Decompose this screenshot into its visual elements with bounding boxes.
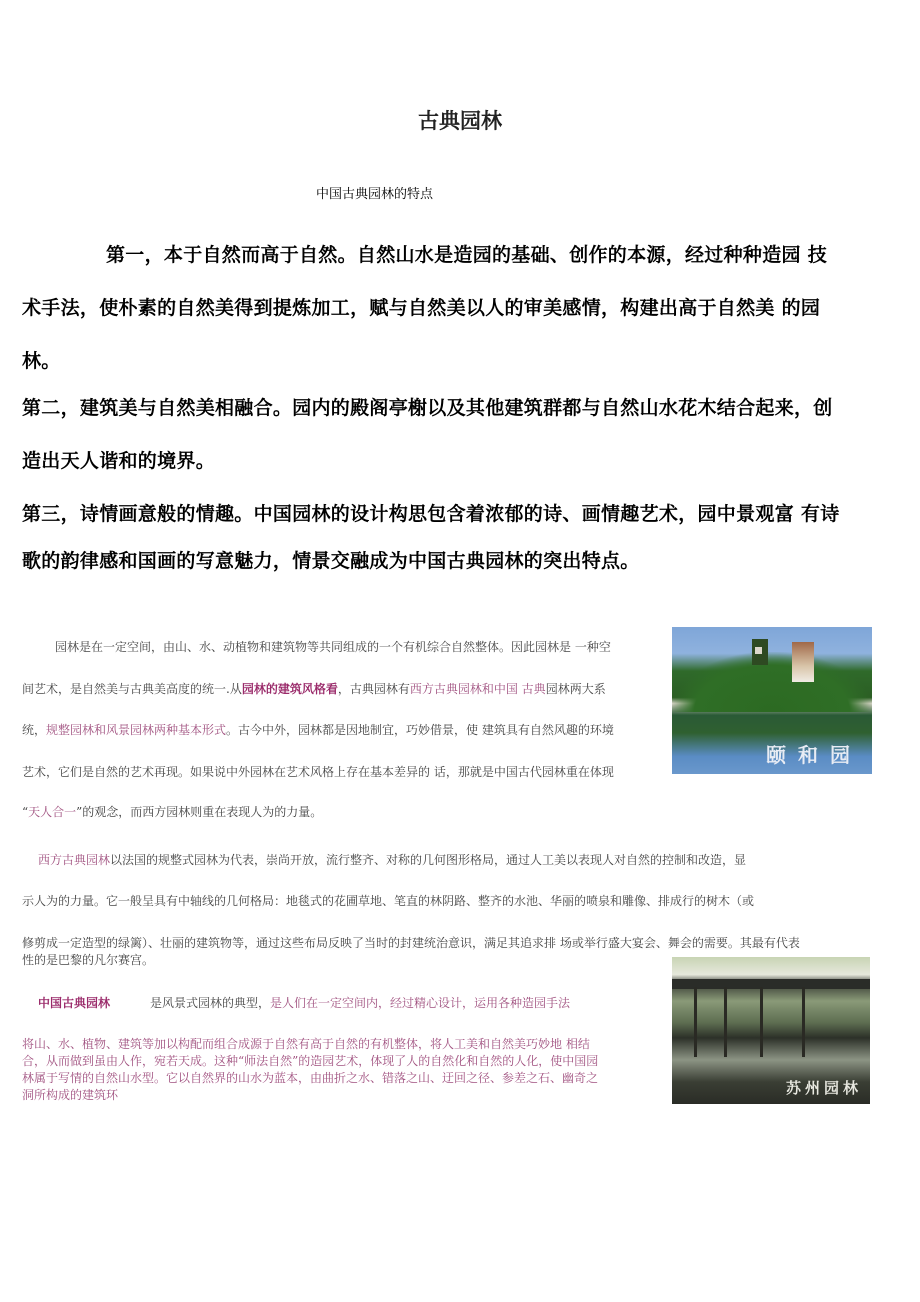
chinese-line-2: 将山、水、植物、建筑等加以构配而组合成源于自然有高于自然的有机整体，将人工美和自然美巧妙地 相结 bbox=[22, 1037, 590, 1051]
highlight-two-forms: 规整园林和风景园林两种基本形式 bbox=[46, 723, 227, 737]
pillar-shape bbox=[724, 987, 727, 1057]
intro-line-2 bbox=[22, 680, 606, 697]
text-line: 歌的韵律感和国画的写意魅力，情景交融成为中国古典园林的突出特点。 bbox=[22, 550, 640, 572]
text-line: 第一，本于自然而高于自然。自然山水是造园的基础、创作的本源，经过种种造园 技 bbox=[106, 244, 828, 266]
feature-paragraph-1 bbox=[22, 237, 892, 396]
intro-line-4: 艺术，它们是自然的艺术再现。如果说中外园林在艺术风格上存在基本差异的 话，那就是中国古代园林重在体现 bbox=[22, 765, 614, 779]
intro-line-1: 园林是在一定空间，由山、水、动植物和建筑物等共同组成的一个有机综合自然整体。因此园林是 一种空 bbox=[55, 640, 611, 654]
pillar-shape bbox=[694, 987, 697, 1057]
building-shape bbox=[752, 639, 768, 665]
intro-line-3 bbox=[22, 721, 614, 738]
pagoda-shape bbox=[792, 642, 814, 682]
image-caption: 苏州园林 bbox=[785, 1079, 862, 1097]
text-span: “ bbox=[22, 805, 29, 819]
text-span: 以法国的规整式园林为代表，崇尚开放，流行整齐、对称的几何图形格局，通过人工美以表现人对自然的控制和改造，显 bbox=[110, 853, 747, 867]
summer-palace-image bbox=[672, 627, 872, 774]
text-span: 间艺术，是自然美与古典美高度的统一.从 bbox=[22, 682, 242, 696]
text-span: 统， bbox=[22, 723, 47, 737]
hill-shape bbox=[672, 652, 872, 712]
chinese-line-4: 林属于写情的自然山水型。它以自然界的山水为蓝本，由曲折之水、错落之山、迂回之径、参差之石、幽奇之 bbox=[22, 1071, 599, 1085]
document-title: 古典园林 bbox=[418, 109, 502, 133]
text-span: 是风景式园林的典型， bbox=[150, 996, 271, 1010]
text-line: 第三，诗情画意般的情趣。中国园林的设计构思包含着浓郁的诗、画情趣艺术，园中景观富 有诗 bbox=[22, 503, 840, 525]
text-span: 。古今中外，园林都是因地制宜，巧妙借景，使 建筑具有自然风趣的环境 bbox=[226, 723, 614, 737]
feature-paragraph-2 bbox=[22, 390, 892, 596]
text-line: 术手法，使朴素的自然美得到提炼加工，赋与自然美以人的审美感情，构建出高于自然美 的园 bbox=[22, 297, 821, 319]
text-span: ”的观念，而西方园林则重在表现人为的力量。 bbox=[76, 805, 323, 819]
highlight-chinese-garden: 中国古典园林 bbox=[38, 996, 111, 1010]
western-line-3: 修剪成一定造型的绿篱）、壮丽的建筑物等，通过这些布局反映了当时的封建统治意识，满足其追求排 场或举行盛大宴会、舞会的需要。其最有代表 bbox=[22, 936, 800, 950]
highlight-design-text: 是人们在一定空间内，经过精心设计，运用各种造园手法 bbox=[270, 996, 571, 1010]
pillar-shape bbox=[802, 987, 805, 1057]
image-caption: 颐和园 bbox=[766, 743, 862, 767]
highlight-architecture-style: 园林的建筑风格看 bbox=[241, 682, 338, 696]
western-line-1 bbox=[38, 851, 746, 868]
text-line: 造出天人谐和的境界。 bbox=[22, 450, 216, 472]
pillar-shape bbox=[760, 987, 763, 1057]
corridor-roof-shape bbox=[672, 979, 870, 989]
highlight-two-systems: 西方古典园林和中国 古典 bbox=[409, 682, 546, 696]
chinese-line-5: 洞所构成的建筑环 bbox=[22, 1088, 119, 1102]
suzhou-garden-image bbox=[672, 957, 870, 1104]
intro-line-5 bbox=[22, 803, 322, 820]
document-subtitle: 中国古典园林的特点 bbox=[316, 187, 434, 202]
highlight-western-garden: 西方古典园林 bbox=[38, 853, 111, 867]
chinese-line-1 bbox=[38, 994, 570, 1011]
highlight-harmony: 天人合一 bbox=[28, 805, 77, 819]
western-line-4: 性的是巴黎的凡尔赛宫。 bbox=[22, 953, 155, 967]
text-line: 第二，建筑美与自然美相融合。园内的殿阁亭榭以及其他建筑群都与自然山水花木结合起来，创 bbox=[22, 397, 833, 419]
text-span: ，古典园林有 bbox=[337, 682, 410, 696]
text-line: 林。 bbox=[22, 350, 61, 372]
western-line-2: 示人为的力量。它一般呈具有中轴线的几何格局：地毯式的花圃草地、笔直的林阴路、整齐的水池、华丽的喷泉和雕像、排成行的树木（或 bbox=[22, 894, 755, 908]
chinese-line-3: 合，从而做到虽由人作，宛若天成。这种“师法自然”的造园艺术，体现了人的自然化和自然的人化，使中国园 bbox=[22, 1054, 599, 1068]
text-span: 园林两大系 bbox=[545, 682, 606, 696]
